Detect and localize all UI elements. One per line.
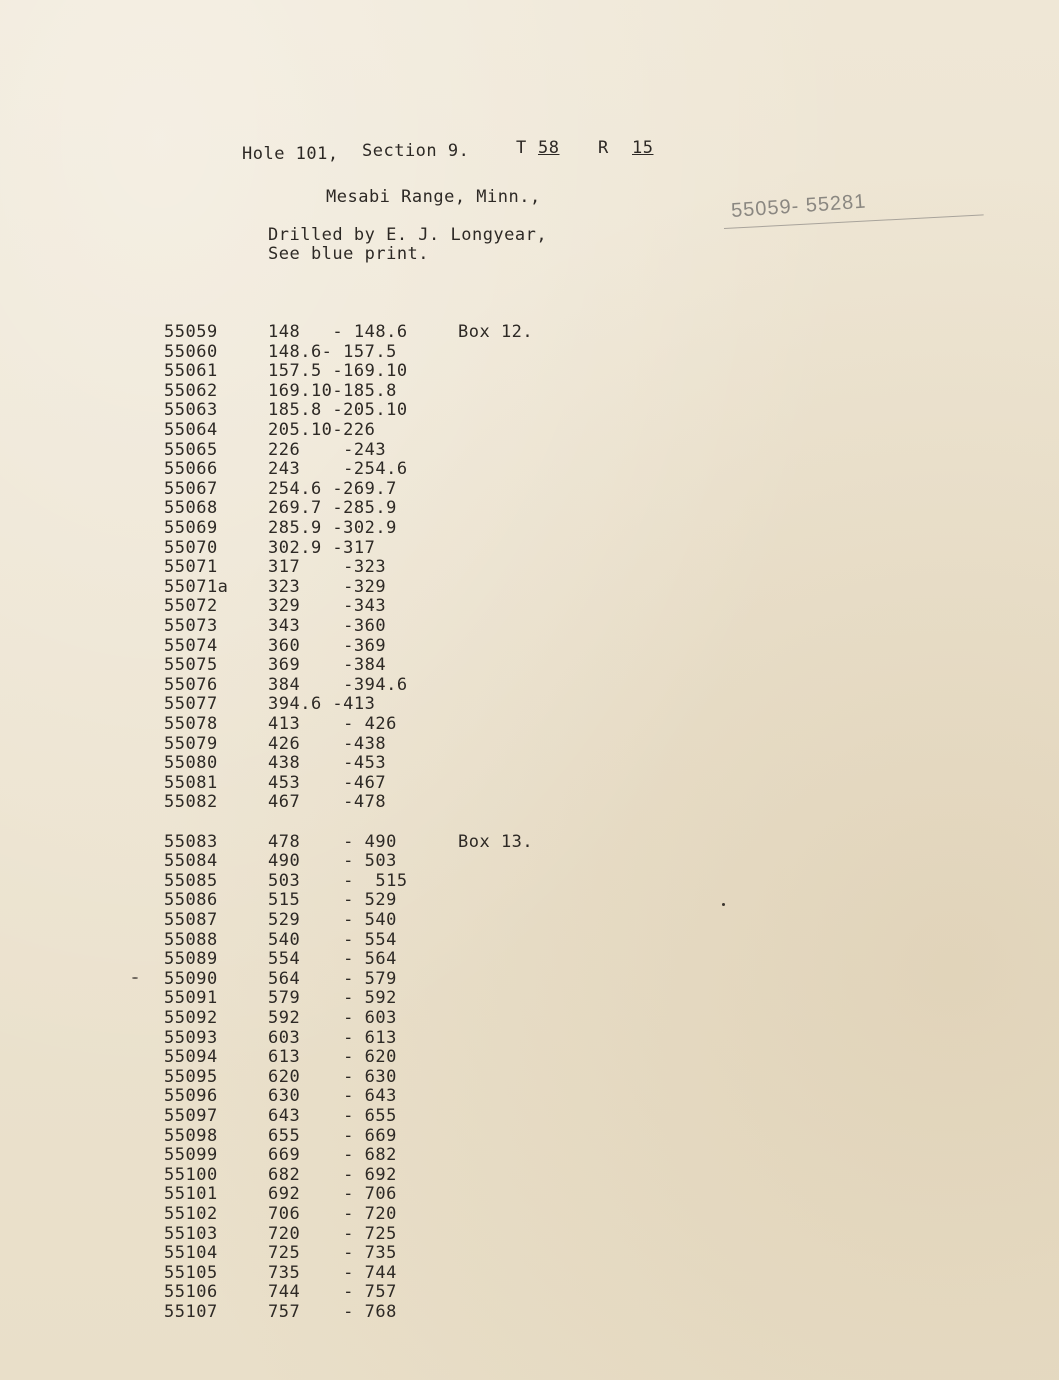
sample-number: 55063: [164, 400, 218, 421]
depth-range: 490 - 503: [268, 851, 397, 872]
list-item: [0, 792, 600, 812]
depth-range: 360 -369: [268, 635, 387, 656]
range-label: R: [598, 138, 609, 158]
sample-number: 55073: [164, 616, 218, 636]
list-item: [0, 557, 600, 577]
list-item: [0, 910, 600, 930]
depth-range: 515 - 529: [268, 890, 397, 911]
depth-range: 735 - 744: [268, 1262, 397, 1283]
location-line: Mesabi Range, Minn.,: [326, 187, 541, 207]
sample-number: 55107: [164, 1302, 218, 1322]
sample-number: 55097: [164, 1106, 218, 1126]
list-item: [0, 342, 600, 362]
sample-number: 55084: [164, 851, 218, 872]
depth-range: 467 -478: [268, 792, 387, 813]
list-item: [0, 890, 600, 910]
list-item: [0, 714, 600, 734]
sample-number: 55105: [164, 1262, 218, 1283]
list-item: [0, 773, 600, 793]
sample-number: 55089: [164, 949, 218, 970]
list-item: [0, 498, 600, 518]
list-item: [0, 832, 600, 852]
list-item: [0, 322, 600, 342]
list-item: [0, 851, 600, 871]
list-item: [0, 440, 600, 460]
sample-number: 55088: [164, 929, 218, 950]
depth-range: 269.7 -285.9: [268, 498, 397, 519]
list-item: [0, 1028, 600, 1048]
list-item: [0, 1302, 600, 1322]
sample-number: 55102: [164, 1204, 218, 1224]
depth-range: 285.9 -302.9: [268, 518, 397, 538]
depth-range: 453 -467: [268, 772, 387, 793]
list-item: [0, 381, 600, 401]
sample-number: 55076: [164, 674, 218, 695]
depth-range: 413 - 426: [268, 714, 397, 734]
depth-range: 630 - 643: [268, 1086, 397, 1107]
depth-range: 226 -243: [268, 439, 387, 460]
list-item: [0, 871, 600, 891]
list-item: [0, 596, 600, 616]
depth-range: 669 - 682: [268, 1145, 397, 1166]
driller-line: Drilled by E. J. Longyear,: [268, 225, 548, 245]
depth-range: 757 - 768: [268, 1302, 397, 1322]
sample-number: 55074: [164, 635, 218, 656]
depth-range: 148.6- 157.5: [268, 341, 397, 362]
list-item: [0, 1145, 600, 1165]
blueprint-note: See blue print.: [268, 244, 430, 264]
list-item: [0, 1282, 600, 1302]
depth-range: 169.10-185.8: [268, 380, 397, 401]
depth-range: 323 -329: [268, 576, 387, 597]
depth-range: 317 -323: [268, 557, 387, 578]
depth-range: 554 - 564: [268, 949, 397, 970]
depth-range: 720 - 725: [268, 1223, 397, 1244]
sample-number: 55069: [164, 518, 218, 538]
sample-number: 55098: [164, 1125, 218, 1146]
sample-number: 55078: [164, 714, 218, 734]
sample-number: 55091: [164, 988, 218, 1009]
depth-range: 592 - 603: [268, 1008, 397, 1028]
depth-range: 302.9 -317: [268, 537, 376, 558]
section-label: Section 9.: [362, 141, 470, 161]
paper-speck: [722, 903, 725, 906]
sample-number: 55077: [164, 694, 218, 715]
depth-range: 185.8 -205.10: [268, 400, 408, 421]
sample-number: 55101: [164, 1184, 218, 1205]
depth-range: 426 -438: [268, 733, 387, 754]
range-value: 15: [632, 138, 654, 158]
list-item: [0, 479, 600, 499]
list-item: [0, 949, 600, 969]
depth-range: 254.6 -269.7: [268, 478, 397, 499]
list-item: [0, 1224, 600, 1244]
depth-range: 384 -394.6: [268, 674, 408, 695]
sample-number: 55066: [164, 459, 218, 480]
sample-number: 55059: [164, 322, 218, 342]
list-item: [0, 753, 600, 773]
sample-number: 55087: [164, 910, 218, 930]
depth-range: 529 - 540: [268, 910, 397, 930]
box-label: Box 12.: [458, 322, 534, 342]
list-item: [0, 459, 600, 479]
header-line: [242, 138, 682, 162]
sample-number: 55071a: [164, 576, 229, 597]
sample-number: 55103: [164, 1223, 218, 1244]
depth-range: 478 - 490: [268, 831, 397, 852]
sample-number: 55104: [164, 1243, 218, 1264]
depth-range: 438 -453: [268, 753, 387, 774]
list-item: [0, 518, 600, 538]
depth-range: 655 - 669: [268, 1125, 397, 1146]
list-item: [0, 734, 600, 754]
depth-range: 329 -343: [268, 596, 387, 617]
sample-number: 55065: [164, 439, 218, 460]
depth-range: 343 -360: [268, 616, 387, 636]
depth-range: 157.5 -169.10: [268, 361, 408, 382]
list-item: [0, 1263, 600, 1283]
list-item: [0, 1204, 600, 1224]
list-item: [0, 1047, 600, 1067]
sample-number: 55062: [164, 380, 218, 401]
list-item: [0, 1126, 600, 1146]
depth-range: 706 - 720: [268, 1204, 397, 1224]
paper-speck: [132, 977, 138, 979]
list-item: [0, 361, 600, 381]
sample-number: 55071: [164, 557, 218, 578]
sample-number: 55095: [164, 1066, 218, 1087]
sample-number: 55079: [164, 733, 218, 754]
depth-range: 603 - 613: [268, 1027, 397, 1048]
depth-range: 613 - 620: [268, 1047, 397, 1068]
list-item: [0, 1008, 600, 1028]
list-item: [0, 1184, 600, 1204]
depth-range: 540 - 554: [268, 929, 397, 950]
depth-range: 205.10-226: [268, 420, 376, 440]
list-item: [0, 988, 600, 1008]
list-item: [0, 420, 600, 440]
list-item: [0, 1165, 600, 1185]
depth-range: 369 -384: [268, 655, 387, 676]
list-item: [0, 930, 600, 950]
list-item: [0, 694, 600, 714]
hole-label: Hole 101,: [242, 144, 339, 164]
depth-range: 643 - 655: [268, 1106, 397, 1126]
depth-range: 579 - 592: [268, 988, 397, 1009]
list-item: [0, 1106, 600, 1126]
list-item: [0, 1086, 600, 1106]
sample-number: 55083: [164, 831, 218, 852]
depth-range: 148 - 148.6: [268, 322, 408, 342]
list-item: [0, 675, 600, 695]
sample-number: 55080: [164, 753, 218, 774]
list-item: [0, 1243, 600, 1263]
sample-number: 55085: [164, 870, 218, 891]
depth-range: 744 - 757: [268, 1282, 397, 1303]
list-item: [0, 577, 600, 597]
depth-range: 564 - 579: [268, 968, 397, 989]
sample-number: 55082: [164, 792, 218, 813]
sample-number: 55081: [164, 772, 218, 793]
depth-range: 725 - 735: [268, 1243, 397, 1264]
township-value: 58: [538, 138, 560, 158]
list-item: [0, 400, 600, 420]
sample-number: 55075: [164, 655, 218, 676]
depth-range: 692 - 706: [268, 1184, 397, 1205]
depth-range: 503 - 515: [268, 870, 408, 891]
list-item: [0, 636, 600, 656]
list-item: [0, 655, 600, 675]
township-label: T: [516, 138, 527, 158]
depth-range: 243 -254.6: [268, 459, 408, 480]
sample-number: 55092: [164, 1008, 218, 1028]
list-item: [0, 616, 600, 636]
sample-number: 55072: [164, 596, 218, 617]
sample-number: 55094: [164, 1047, 218, 1068]
sample-number: 55067: [164, 478, 218, 499]
depth-range: 394.6 -413: [268, 694, 376, 715]
sample-number: 55106: [164, 1282, 218, 1303]
depth-range: 682 - 692: [268, 1164, 397, 1185]
sample-number: 55096: [164, 1086, 218, 1107]
sample-number: 55070: [164, 537, 218, 558]
box-label: Box 13.: [458, 831, 534, 852]
sample-number: 55068: [164, 498, 218, 519]
list-item: [0, 538, 600, 558]
sample-number: 55086: [164, 890, 218, 911]
sample-number: 55061: [164, 361, 218, 382]
sample-number: 55090: [164, 968, 218, 989]
sample-number: 55093: [164, 1027, 218, 1048]
list-item: [0, 1067, 600, 1087]
sample-number: 55060: [164, 341, 218, 362]
sample-number: 55064: [164, 420, 218, 440]
list-item: [0, 969, 600, 989]
sample-number: 55099: [164, 1145, 218, 1166]
sample-number: 55100: [164, 1164, 218, 1185]
pencil-annotation: 55059- 55281: [730, 190, 868, 223]
depth-range: 620 - 630: [268, 1066, 397, 1087]
